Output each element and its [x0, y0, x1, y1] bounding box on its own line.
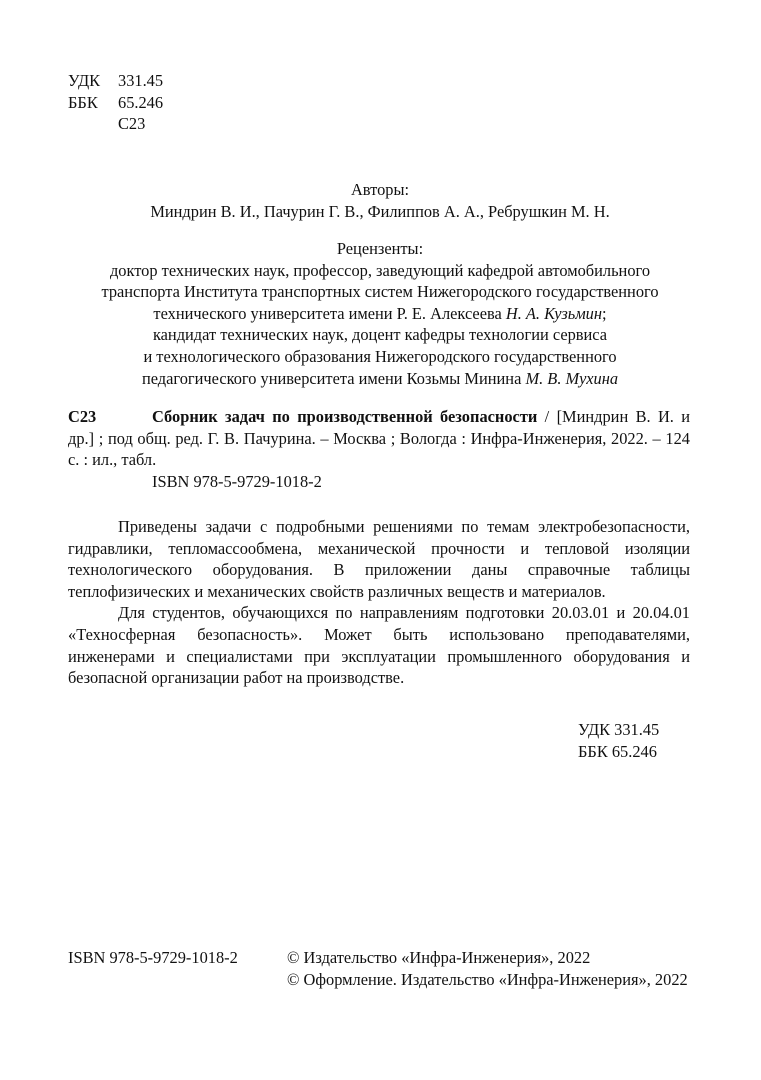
reviewer-separator: ;: [602, 303, 607, 323]
footer-isbn: ISBN 978-5-9729-1018-2: [68, 948, 238, 967]
bbk-label: ББК: [68, 92, 98, 112]
reviewer2-line1: кандидат технических наук, доцент кафедры технологии сервиса: [152, 325, 608, 345]
reviewers-block: [60, 238, 700, 389]
reviewers-heading: Рецензенты:: [336, 239, 424, 258]
udk-value: 331.45: [118, 71, 164, 90]
authors-names: Миндрин В. И., Пачурин Г. В., Филиппов А. А., Ребрушкин М. Н.: [150, 201, 610, 221]
record-isbn: ISBN 978-5-9729-1018-2: [152, 471, 322, 491]
reviewer2-affiliation: педагогического университета имени Козьмы Минина: [141, 368, 526, 388]
reviewer1-line3: [60, 303, 700, 325]
reviewer1-line1: доктор технических наук, профессор, заведующий кафедрой автомобильного: [109, 260, 651, 280]
bbk-bottom: ББК 65.246: [578, 741, 657, 761]
reviewer1-line2: транспорта Института транспортных систем Нижегородского государственного: [101, 282, 659, 302]
reviewer1-affiliation: технического университета имени Р. Е. Алексеева: [153, 303, 506, 323]
abstract-paragraph-1: Приведены задачи с подробными решениями по темам электробезопасности, гидравлики, тепломассообмена, механической прочности и тепловой изоляции технологического оборудования. В приложении даны справочные таблицы теплофизических и механических свойств различных веществ и материалов.: [68, 517, 690, 601]
authors-heading: Авторы:: [350, 180, 410, 199]
classification-footer: [578, 719, 659, 762]
reviewer2-line3: [60, 368, 700, 390]
abstract: [68, 516, 690, 689]
bbk-row: [68, 92, 163, 114]
udk-row: [68, 70, 163, 92]
author-sign: С23: [118, 114, 146, 134]
copyright-design: © Оформление. Издательство «Инфра-Инженерия», 2022: [287, 969, 688, 989]
footer-copyright: [287, 947, 688, 990]
reviewer2-line2: и технологического образования Нижегородского государственного: [143, 346, 617, 366]
copyright-publisher: © Издательство «Инфра-Инженерия», 2022: [287, 948, 591, 967]
classification-header: [68, 70, 163, 135]
udk-label: УДК: [68, 71, 101, 90]
bibliographic-record: [68, 406, 690, 492]
reviewer1-name: Н. А. Кузьмин: [505, 303, 603, 323]
record-code: С23: [68, 407, 97, 426]
authors-block: [60, 179, 700, 222]
book-title: Сборник задач по производственной безопасности: [152, 407, 538, 426]
record-details: / [Миндрин В. И. и др.] ; под общ. ред. Г. В. Пачурина. – Москва ; Вологда : Инфра-Инженерия, 2022. – 124 с. : ил., табл.: [68, 407, 691, 470]
record-entry: [68, 406, 690, 471]
bbk-value: 65.246: [118, 92, 164, 112]
abstract-paragraph-2: Для студентов, обучающихся по направлениям подготовки 20.03.01 и 20.04.01 «Техносферная безопасность». Может быть использовано преподавателями, инженерами и специалистами при эксплуатации промышленного оборудования и безопасной организации работ на производстве.: [68, 603, 690, 688]
reviewer2-name: М. В. Мухина: [525, 368, 619, 388]
udk-bottom: УДК 331.45: [578, 720, 660, 739]
